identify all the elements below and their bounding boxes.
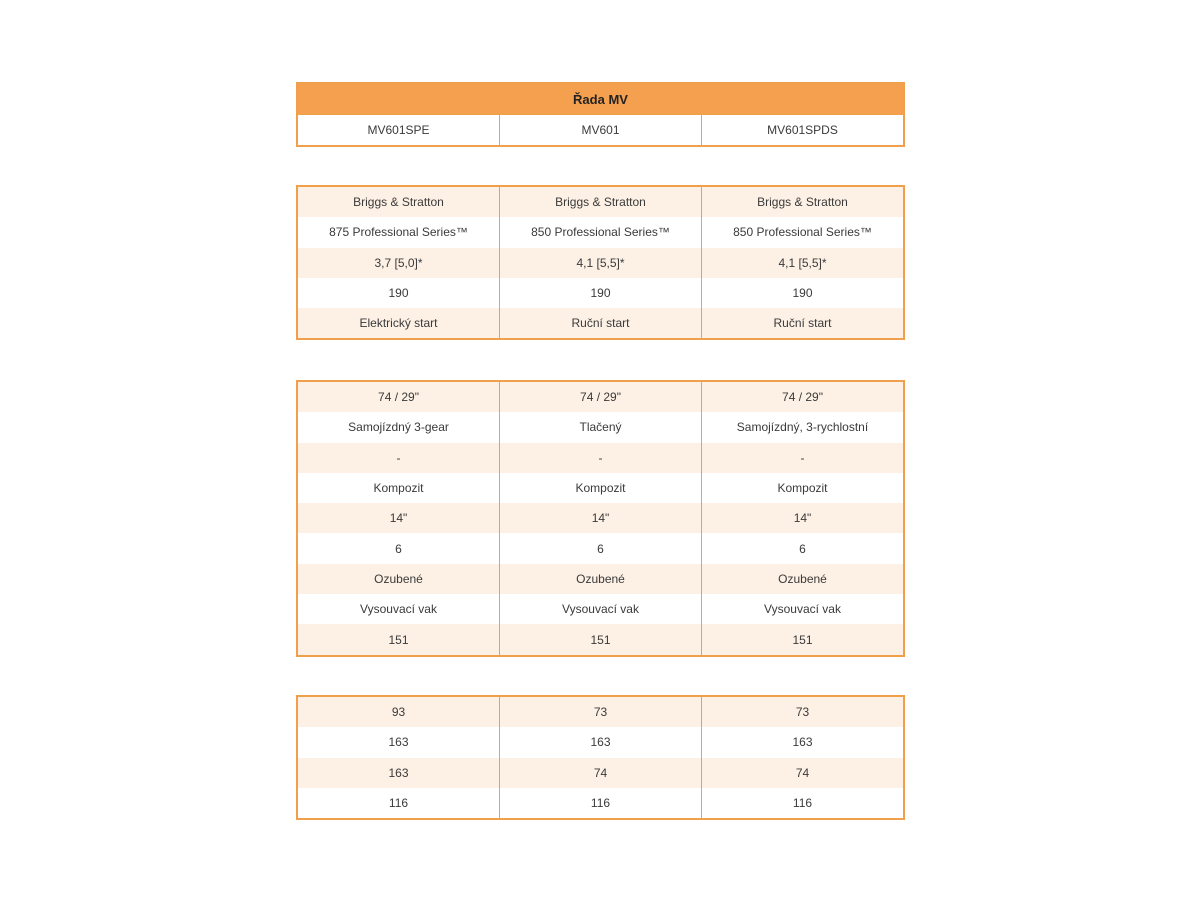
spec-cell: 190: [500, 278, 702, 308]
spec-cell: 4,1 [5,5]*: [500, 248, 702, 278]
spec-cell: 93: [298, 697, 500, 727]
spec-cell: Ruční start: [773, 316, 832, 331]
spec-cell: 151: [792, 632, 813, 647]
dimensions-table: [296, 695, 905, 820]
spec-cell: 6: [500, 533, 702, 563]
spec-cell: 116: [500, 788, 702, 818]
spec-cell: 14": [298, 503, 500, 533]
spec-cell: -: [500, 443, 702, 473]
spec-cell: Samojízdný 3-gear: [298, 412, 500, 442]
spec-row: [298, 382, 903, 412]
spec-cell: 850 Professional Series™: [733, 225, 872, 240]
spec-cell: Elektrický start: [298, 308, 500, 338]
spec-cell: 163: [298, 758, 500, 788]
spec-cell: 74: [795, 765, 810, 780]
spec-cell: 74 / 29": [782, 390, 823, 405]
spec-cell: 14": [500, 503, 702, 533]
series-title: Řada MV: [298, 84, 903, 115]
spec-cell: Kompozit: [298, 473, 500, 503]
spec-cell: 4,1 [5,5]*: [778, 255, 827, 270]
spec-row: [298, 187, 903, 217]
spec-cell: 163: [298, 727, 500, 757]
spec-cell: 73: [500, 697, 702, 727]
spec-cell: 850 Professional Series™: [500, 217, 702, 247]
spec-row: [298, 594, 903, 624]
model-name-cell: MV601SPDS: [767, 123, 838, 137]
spec-row: [298, 308, 903, 338]
spec-row: [298, 533, 903, 563]
spec-cell: 74 / 29": [500, 382, 702, 412]
spec-cell: Briggs & Stratton: [757, 195, 848, 210]
model-names-row: [298, 115, 903, 145]
spec-cell: Ruční start: [500, 308, 702, 338]
spec-cell: Ozubené: [298, 564, 500, 594]
spec-row: [298, 697, 903, 727]
spec-cell: 74 / 29": [298, 382, 500, 412]
deck-specs-table: [296, 380, 905, 657]
spec-cell: 151: [500, 624, 702, 654]
spec-row: [298, 473, 903, 503]
spec-row: [298, 564, 903, 594]
model-name-cell: MV601SPE: [298, 115, 500, 145]
spec-cell: 190: [792, 286, 813, 301]
spec-cell: Kompozit: [500, 473, 702, 503]
spec-cell: 163: [500, 727, 702, 757]
spec-cell: 73: [795, 705, 810, 720]
spec-cell: 116: [298, 788, 500, 818]
spec-cell: 74: [500, 758, 702, 788]
model-name-cell: MV601: [500, 115, 702, 145]
spec-cell: 3,7 [5,0]*: [298, 248, 500, 278]
spec-cell: 14": [793, 511, 812, 526]
spec-cell: Vysouvací vak: [764, 602, 841, 617]
spec-cell: 6: [799, 541, 806, 556]
spec-cell: 190: [298, 278, 500, 308]
model-header-table: [296, 82, 905, 147]
spec-cell: Tlačený: [500, 412, 702, 442]
spec-row: [298, 788, 903, 818]
spec-row: [298, 443, 903, 473]
spec-cell: 875 Professional Series™: [298, 217, 500, 247]
spec-cell: Ozubené: [500, 564, 702, 594]
spec-cell: Briggs & Stratton: [500, 187, 702, 217]
spec-row: [298, 278, 903, 308]
spec-cell: Vysouvací vak: [298, 594, 500, 624]
spec-cell: 116: [792, 796, 813, 811]
spec-cell: Kompozit: [777, 481, 828, 496]
spec-row: [298, 248, 903, 278]
spec-row: [298, 758, 903, 788]
spec-cell: Samojízdný, 3-rychlostní: [736, 420, 869, 435]
spec-row: [298, 412, 903, 442]
spec-row: [298, 727, 903, 757]
spec-cell: 6: [298, 533, 500, 563]
spec-cell: Briggs & Stratton: [298, 187, 500, 217]
spec-cell: Ozubené: [778, 571, 827, 586]
spec-row: [298, 624, 903, 654]
spec-cell: 151: [298, 624, 500, 654]
spec-cell: Vysouvací vak: [500, 594, 702, 624]
spec-cell: 163: [792, 735, 813, 750]
spec-cell: -: [298, 443, 500, 473]
spec-row: [298, 217, 903, 247]
spec-cell: -: [800, 450, 805, 465]
spec-row: [298, 503, 903, 533]
engine-specs-table: [296, 185, 905, 340]
